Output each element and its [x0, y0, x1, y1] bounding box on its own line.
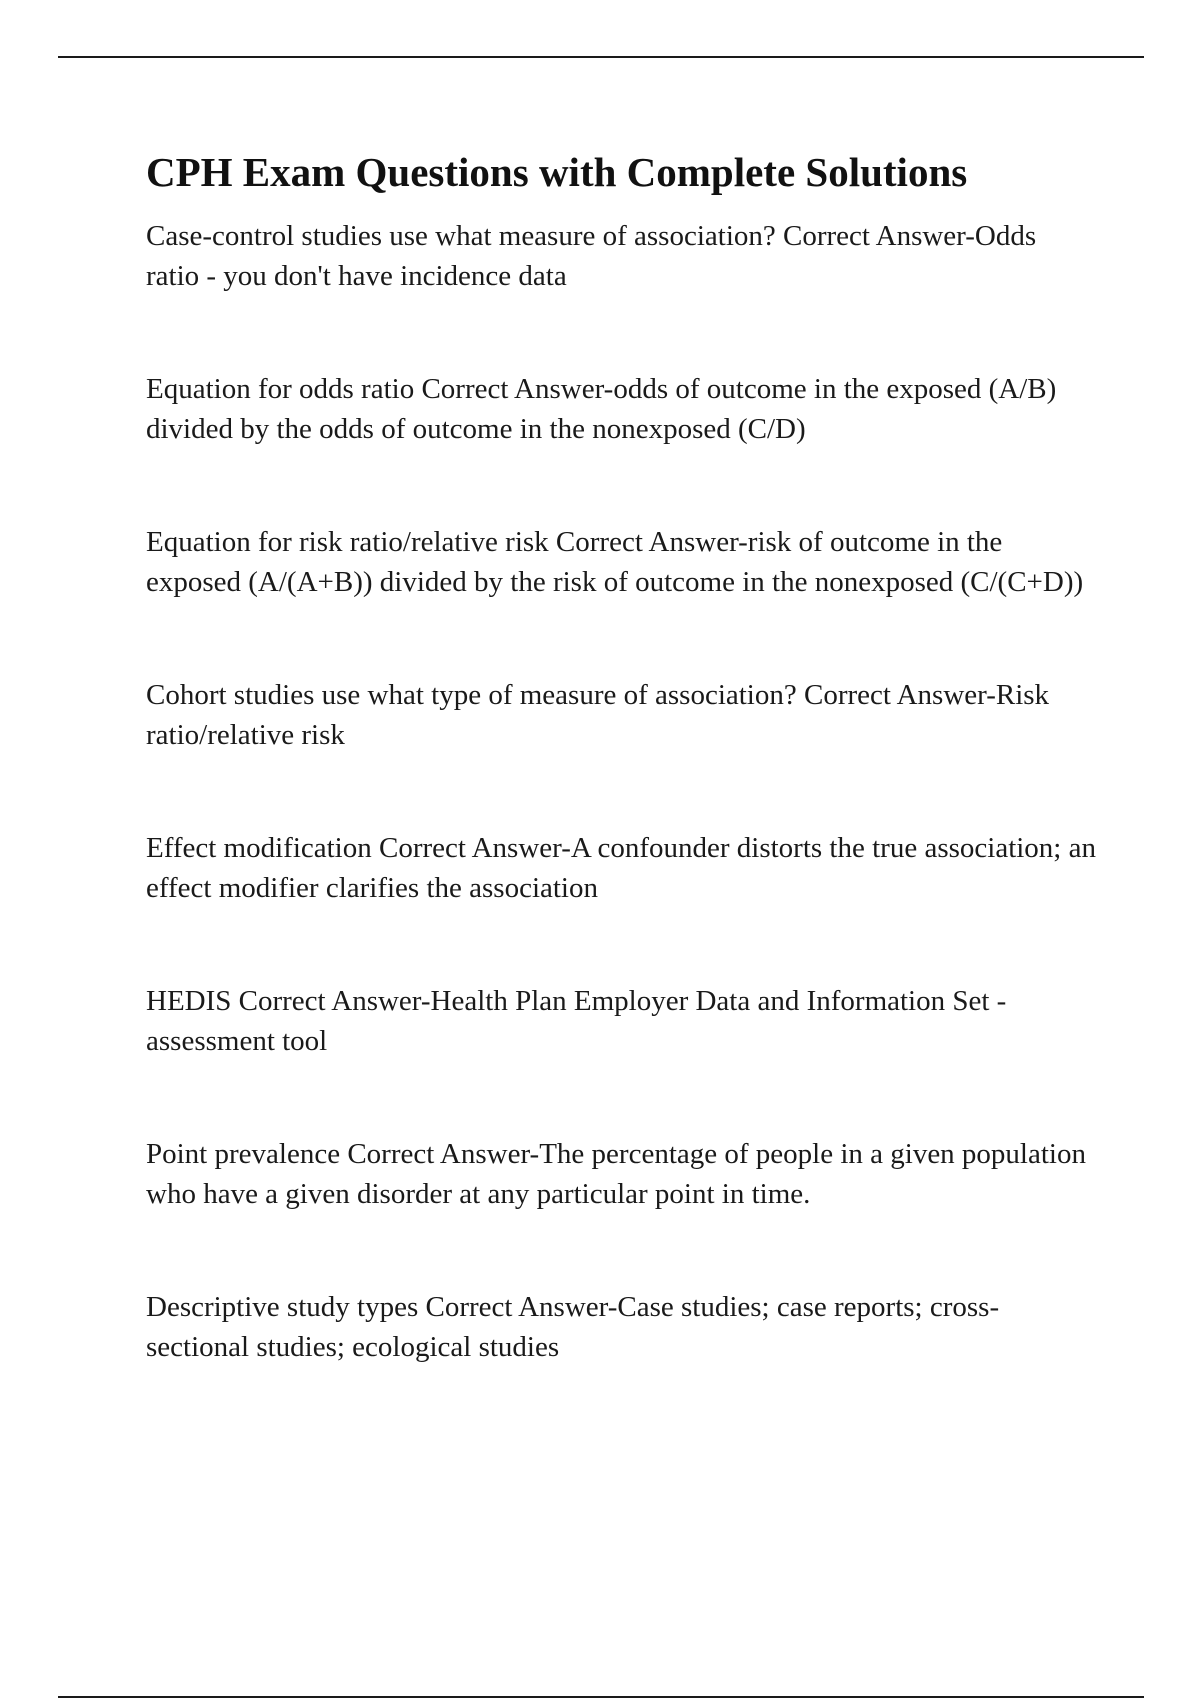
- qa-item-5: [146, 828, 1096, 908]
- qa-item-8: [146, 1287, 1096, 1367]
- question-text: HEDIS: [146, 985, 232, 1017]
- answer-text: Correct Answer-Case studies; case reports; cross-sectional studies; ecological studies: [146, 1291, 1000, 1363]
- answer-text: Correct Answer-Risk ratio/relative risk: [146, 679, 1050, 751]
- question-text: Equation for odds ratio: [146, 373, 415, 405]
- qa-item-6: [146, 981, 1096, 1061]
- question-text: Effect modification: [146, 832, 372, 864]
- qa-list: [146, 216, 1096, 1367]
- answer-text: Correct Answer-Odds ratio - you don't have incidence data: [146, 220, 1037, 292]
- qa-item-3: [146, 522, 1096, 602]
- document-content: [146, 146, 1096, 1440]
- answer-text: Correct Answer-The percentage of people in a given population who have a given disorder at any particular point in time.: [146, 1138, 1086, 1210]
- answer-text: Correct Answer-risk of outcome in the exposed (A/(A+B)) divided by the risk of outcome in the nonexposed (C/(C+D)): [146, 526, 1084, 598]
- top-divider: [58, 56, 1144, 58]
- question-text: Equation for risk ratio/relative risk: [146, 526, 549, 558]
- answer-text: Correct Answer-Health Plan Employer Data and Information Set - assessment tool: [146, 985, 1007, 1057]
- answer-text: Correct Answer-odds of outcome in the exposed (A/B) divided by the odds of outcome in the nonexposed (C/D): [146, 373, 1057, 445]
- answer-text: Correct Answer-A confounder distorts the true association; an effect modifier clarifies the association: [146, 832, 1096, 904]
- document-title: CPH Exam Questions with Complete Solutions: [146, 149, 968, 195]
- bottom-divider: [58, 1696, 1144, 1698]
- question-text: Case-control studies use what measure of association?: [146, 220, 776, 252]
- qa-item-2: [146, 369, 1096, 449]
- qa-item-4: [146, 675, 1096, 755]
- question-text: Cohort studies use what type of measure of association?: [146, 679, 797, 711]
- question-text: Descriptive study types: [146, 1291, 419, 1323]
- qa-item-7: [146, 1134, 1096, 1214]
- question-text: Point prevalence: [146, 1138, 341, 1170]
- qa-item-1: [146, 216, 1096, 296]
